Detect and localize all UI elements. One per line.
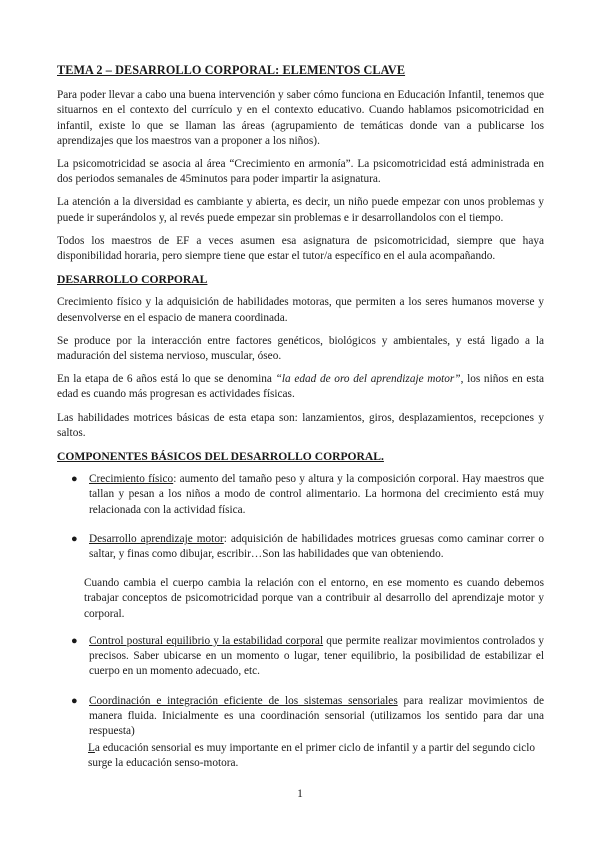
page-number: 1: [297, 788, 303, 800]
note-paragraph: Cuando cambia el cuerpo cambia la relación con el entorno, en ese momento es cuando debemos trabajar conceptos de psicomotricidad porque van a contribuir al desarrollo del aprendizaje motor y corporal.: [84, 577, 544, 620]
term-crecimiento-fisico: Crecimiento físico: [89, 473, 174, 486]
section-heading-desarrollo-corporal: DESARROLLO CORPORAL: [57, 273, 208, 287]
item2-description: : adquisición de habilidades motrices gruesas como caminar correr o saltar, y finas como dibujar, escribir…Son las habilidades que van obteniendo.: [89, 532, 544, 561]
section1-paragraph-1: Crecimiento físico y la adquisición de habilidades motoras, que permiten a los seres humanos moverse y desenvolverse en el espacio de manera coordinada.: [57, 296, 544, 324]
bullet-icon: ●: [71, 532, 78, 545]
intro-paragraph-1: Para poder llevar a cabo una buena intervención y saber cómo funciona en Educación Infantil, tenemos que situarnos en el contexto del currículo y en el contexto educativo. Cuando hablamos psicomotricidad en infantil, existe lo que se llaman las áreas (agrupamiento de temáticas donde van a publicarse los aprendizajes que los maestros van a proponer a los niños).: [57, 89, 544, 147]
sub-first-letter: L: [88, 742, 95, 755]
bullet-icon: ●: [71, 473, 78, 486]
sub-rest-text: a educación sensorial es muy importante en el primer ciclo de infantil y a partir del segundo ciclo surge la educación senso-motora.: [88, 742, 536, 770]
components-list: [57, 472, 544, 562]
item1-description: : aumento del tamaño peso y altura y la composición corporal. Hay maestros que tallan y pesan a los niños a modo de control alimentario. La hormona del crecimiento está muy relacionada con la actividad física.: [89, 473, 544, 516]
components-list-continued: [57, 634, 544, 739]
intro-paragraph-4: Todos los maestros de EF a veces asumen esa asignatura de psicomotricidad, siempre que haya disponibilidad horaria, pero siempre tiene que estar el tutor/a específico en el aula acompañando.: [57, 234, 544, 263]
intro-paragraph-2: La psicomotricidad se asocia al área “Crecimiento en armonía”. La psicomotricidad está administrada en dos periodos semanales de 45minutos para poder impartir la asignatura.: [57, 158, 544, 186]
list-item: [57, 634, 544, 680]
p3-italic-quote: “la edad de oro del aprendizaje motor”: [275, 373, 461, 386]
section1-paragraph-3: [57, 372, 544, 402]
term-control-postural: Control postural equilibrio y la estabilidad corporal: [89, 634, 324, 647]
item3-description: que permite realizar movimientos controlados y precisos. Saber ubicarse en un momento o lugar, tener equilibrio, la posibilidad de estabilizar el cuerpo en un momento adecuado, etc.: [89, 634, 544, 678]
section1-paragraph-2: Se produce por la interacción entre factores genéticos, biológicos y ambientales, y está ligado a la maduración del sistema nervioso, muscular, óseo.: [57, 334, 544, 363]
intro-paragraph-3: La atención a la diversidad es cambiante y abierta, es decir, un niño puede empezar con unos problemas y puede ir superándolos y, al revés puede empezar sin problemas e ir desarrollandolos con el tiempo.: [57, 196, 544, 224]
page-title: TEMA 2 – DESARROLLO CORPORAL: ELEMENTOS CLAVE: [57, 63, 406, 77]
term-desarrollo-aprendizaje-motor: Desarrollo aprendizaje motor: [89, 532, 224, 545]
section1-paragraph-4: Las habilidades motrices básicas de esta etapa son: lanzamientos, giros, desplazamientos, recepciones y saltos.: [57, 411, 544, 439]
page-content: [57, 63, 544, 780]
p3-text-after: , los niños en esta edad es cuando más progresan es actividades físicas.: [57, 373, 544, 401]
term-coordinacion-sensorial: Coordinación e integración eficiente de los sistemas sensoriales: [89, 694, 398, 707]
section-heading-componentes: COMPONENTES BÁSICOS DEL DESARROLLO CORPORAL.: [57, 450, 384, 464]
sensorial-subparagraph: [57, 741, 544, 771]
bullet-icon: ●: [71, 634, 78, 647]
p3-text-before: En la etapa de 6 años está lo que se denomina: [57, 373, 276, 386]
bullet-icon: ●: [71, 694, 78, 707]
list-item: [57, 694, 544, 740]
item4-description: para realizar movimientos de manera fluida. Inicialmente es una coordinación sensorial (utilizamos los sentido para dar una respuesta): [89, 694, 544, 737]
list-item: [57, 532, 544, 562]
list-item: [57, 472, 544, 518]
